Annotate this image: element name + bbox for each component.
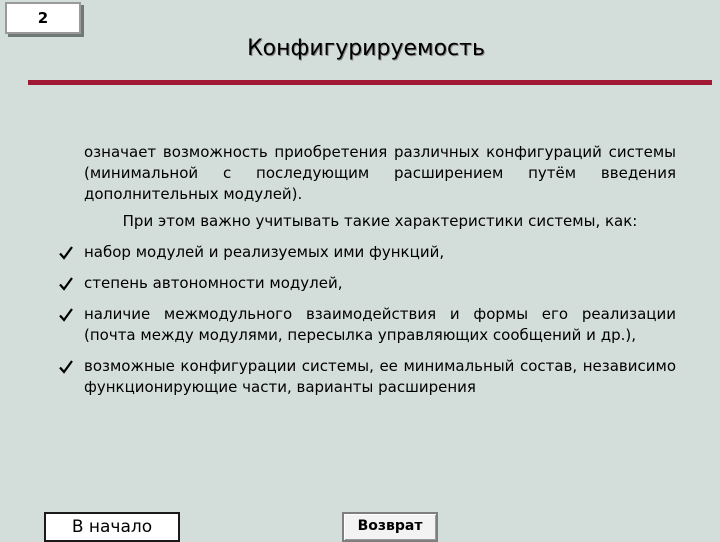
back-button[interactable]: Возврат <box>342 512 438 542</box>
list-item-text: возможные конфигурации системы, ее минимальный состав, независимо функционирующие части, варианты расширения <box>84 357 676 396</box>
page-title: Конфигурируемость <box>247 36 485 61</box>
slide-content <box>58 142 676 408</box>
check-icon <box>58 245 74 261</box>
list-item-text: наличие межмодульного взаимодействия и формы его реализации (почта между модулями, пересылка управляющих сообщений и др.), <box>84 305 676 344</box>
list-item-text: степень автономности модулей, <box>84 274 343 292</box>
list-item <box>58 304 676 346</box>
characteristics-list <box>58 242 676 398</box>
check-icon <box>58 359 74 375</box>
check-icon <box>58 307 74 323</box>
list-item <box>58 242 676 263</box>
intro-paragraph: означает возможность приобретения различных конфигураций системы (минимальной с последующим расширением путём введения дополнительных модулей). <box>84 143 676 203</box>
slide-number-badge: 2 <box>5 2 81 34</box>
title-divider <box>28 80 712 85</box>
list-item-text: набор модулей и реализуемых ими функций, <box>84 243 445 261</box>
check-icon <box>58 276 74 292</box>
list-item <box>58 356 676 398</box>
home-button[interactable]: В начало <box>44 512 180 542</box>
list-item <box>58 273 676 294</box>
lead-paragraph: При этом важно учитывать такие характеристики системы, как: <box>122 212 638 230</box>
